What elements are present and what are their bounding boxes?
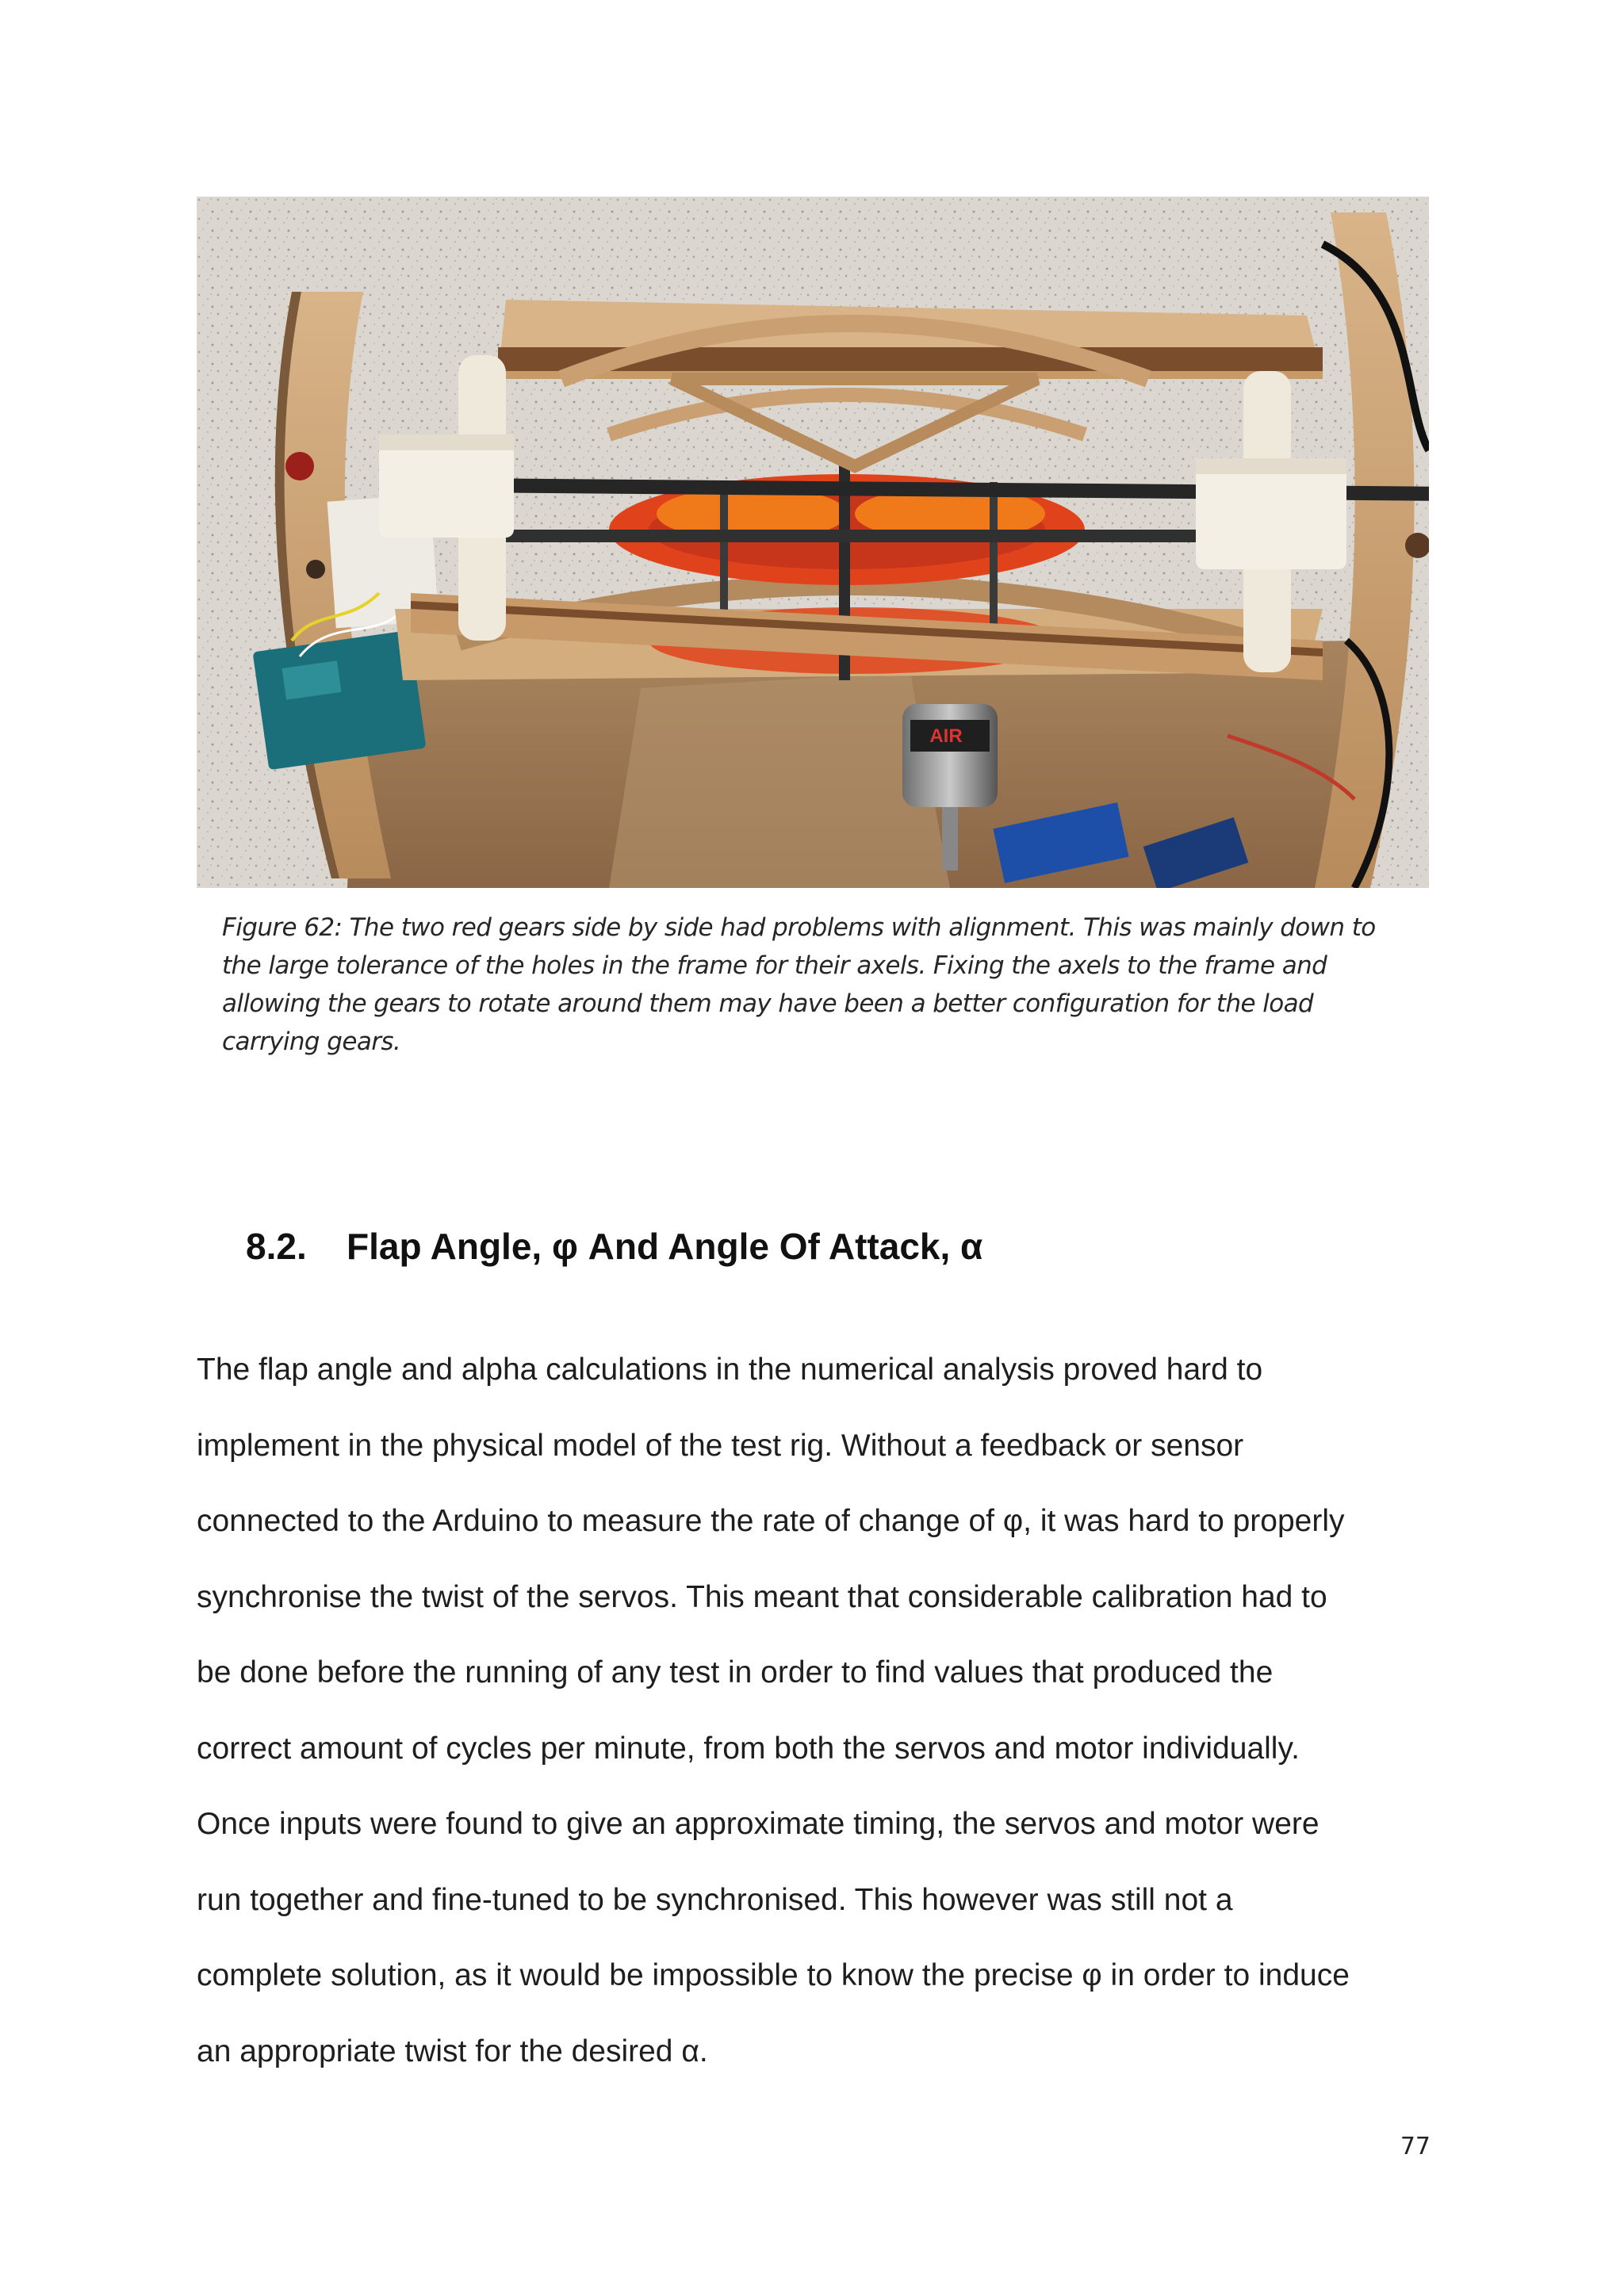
- body-line: run together and fine-tuned to be synchronised. This however was still not a: [197, 1882, 1233, 1917]
- body-line: implement in the physical model of the test rig. Without a feedback or sensor: [197, 1428, 1244, 1463]
- page-number: 77: [1400, 2133, 1431, 2160]
- svg-text:AIR: AIR: [929, 725, 963, 747]
- body-line: synchronise the twist of the servos. This meant that considerable calibration had to: [197, 1579, 1327, 1614]
- test-rig-photo-icon: [197, 197, 1429, 888]
- body-line: Once inputs were found to give an approximate timing, the servos and motor were: [197, 1807, 1320, 1841]
- section-heading: [246, 1221, 1419, 1272]
- caption-line: carrying gears.: [222, 1027, 401, 1056]
- body-line: an appropriate twist for the desired α.: [197, 2034, 708, 2068]
- caption-line: Figure 62: The two red gears side by side had problems with alignment. This was mainly down to: [222, 913, 1376, 942]
- body-paragraph: [197, 1332, 1434, 2089]
- body-line: The flap angle and alpha calculations in the numerical analysis proved hard to: [197, 1353, 1263, 1387]
- body-line: be done before the running of any test in order to find values that produced the: [197, 1655, 1274, 1689]
- section-title: Flap Angle, φ And Angle Of Attack, α: [347, 1226, 983, 1267]
- body-line: complete solution, as it would be impossible to know the precise φ in order to induce: [197, 1958, 1350, 1992]
- body-line: correct amount of cycles per minute, from both the servos and motor individually.: [197, 1731, 1300, 1766]
- section-number: 8.2.: [246, 1226, 307, 1267]
- figure-photo: [197, 197, 1429, 888]
- body-line: connected to the Arduino to measure the rate of change of φ, it was hard to properly: [197, 1504, 1345, 1538]
- figure-caption: [222, 909, 1411, 1061]
- caption-line: allowing the gears to rotate around them may have been a better configuration for the load: [222, 989, 1314, 1018]
- caption-line: the large tolerance of the holes in the frame for their axels. Fixing the axels to the frame and: [222, 951, 1327, 980]
